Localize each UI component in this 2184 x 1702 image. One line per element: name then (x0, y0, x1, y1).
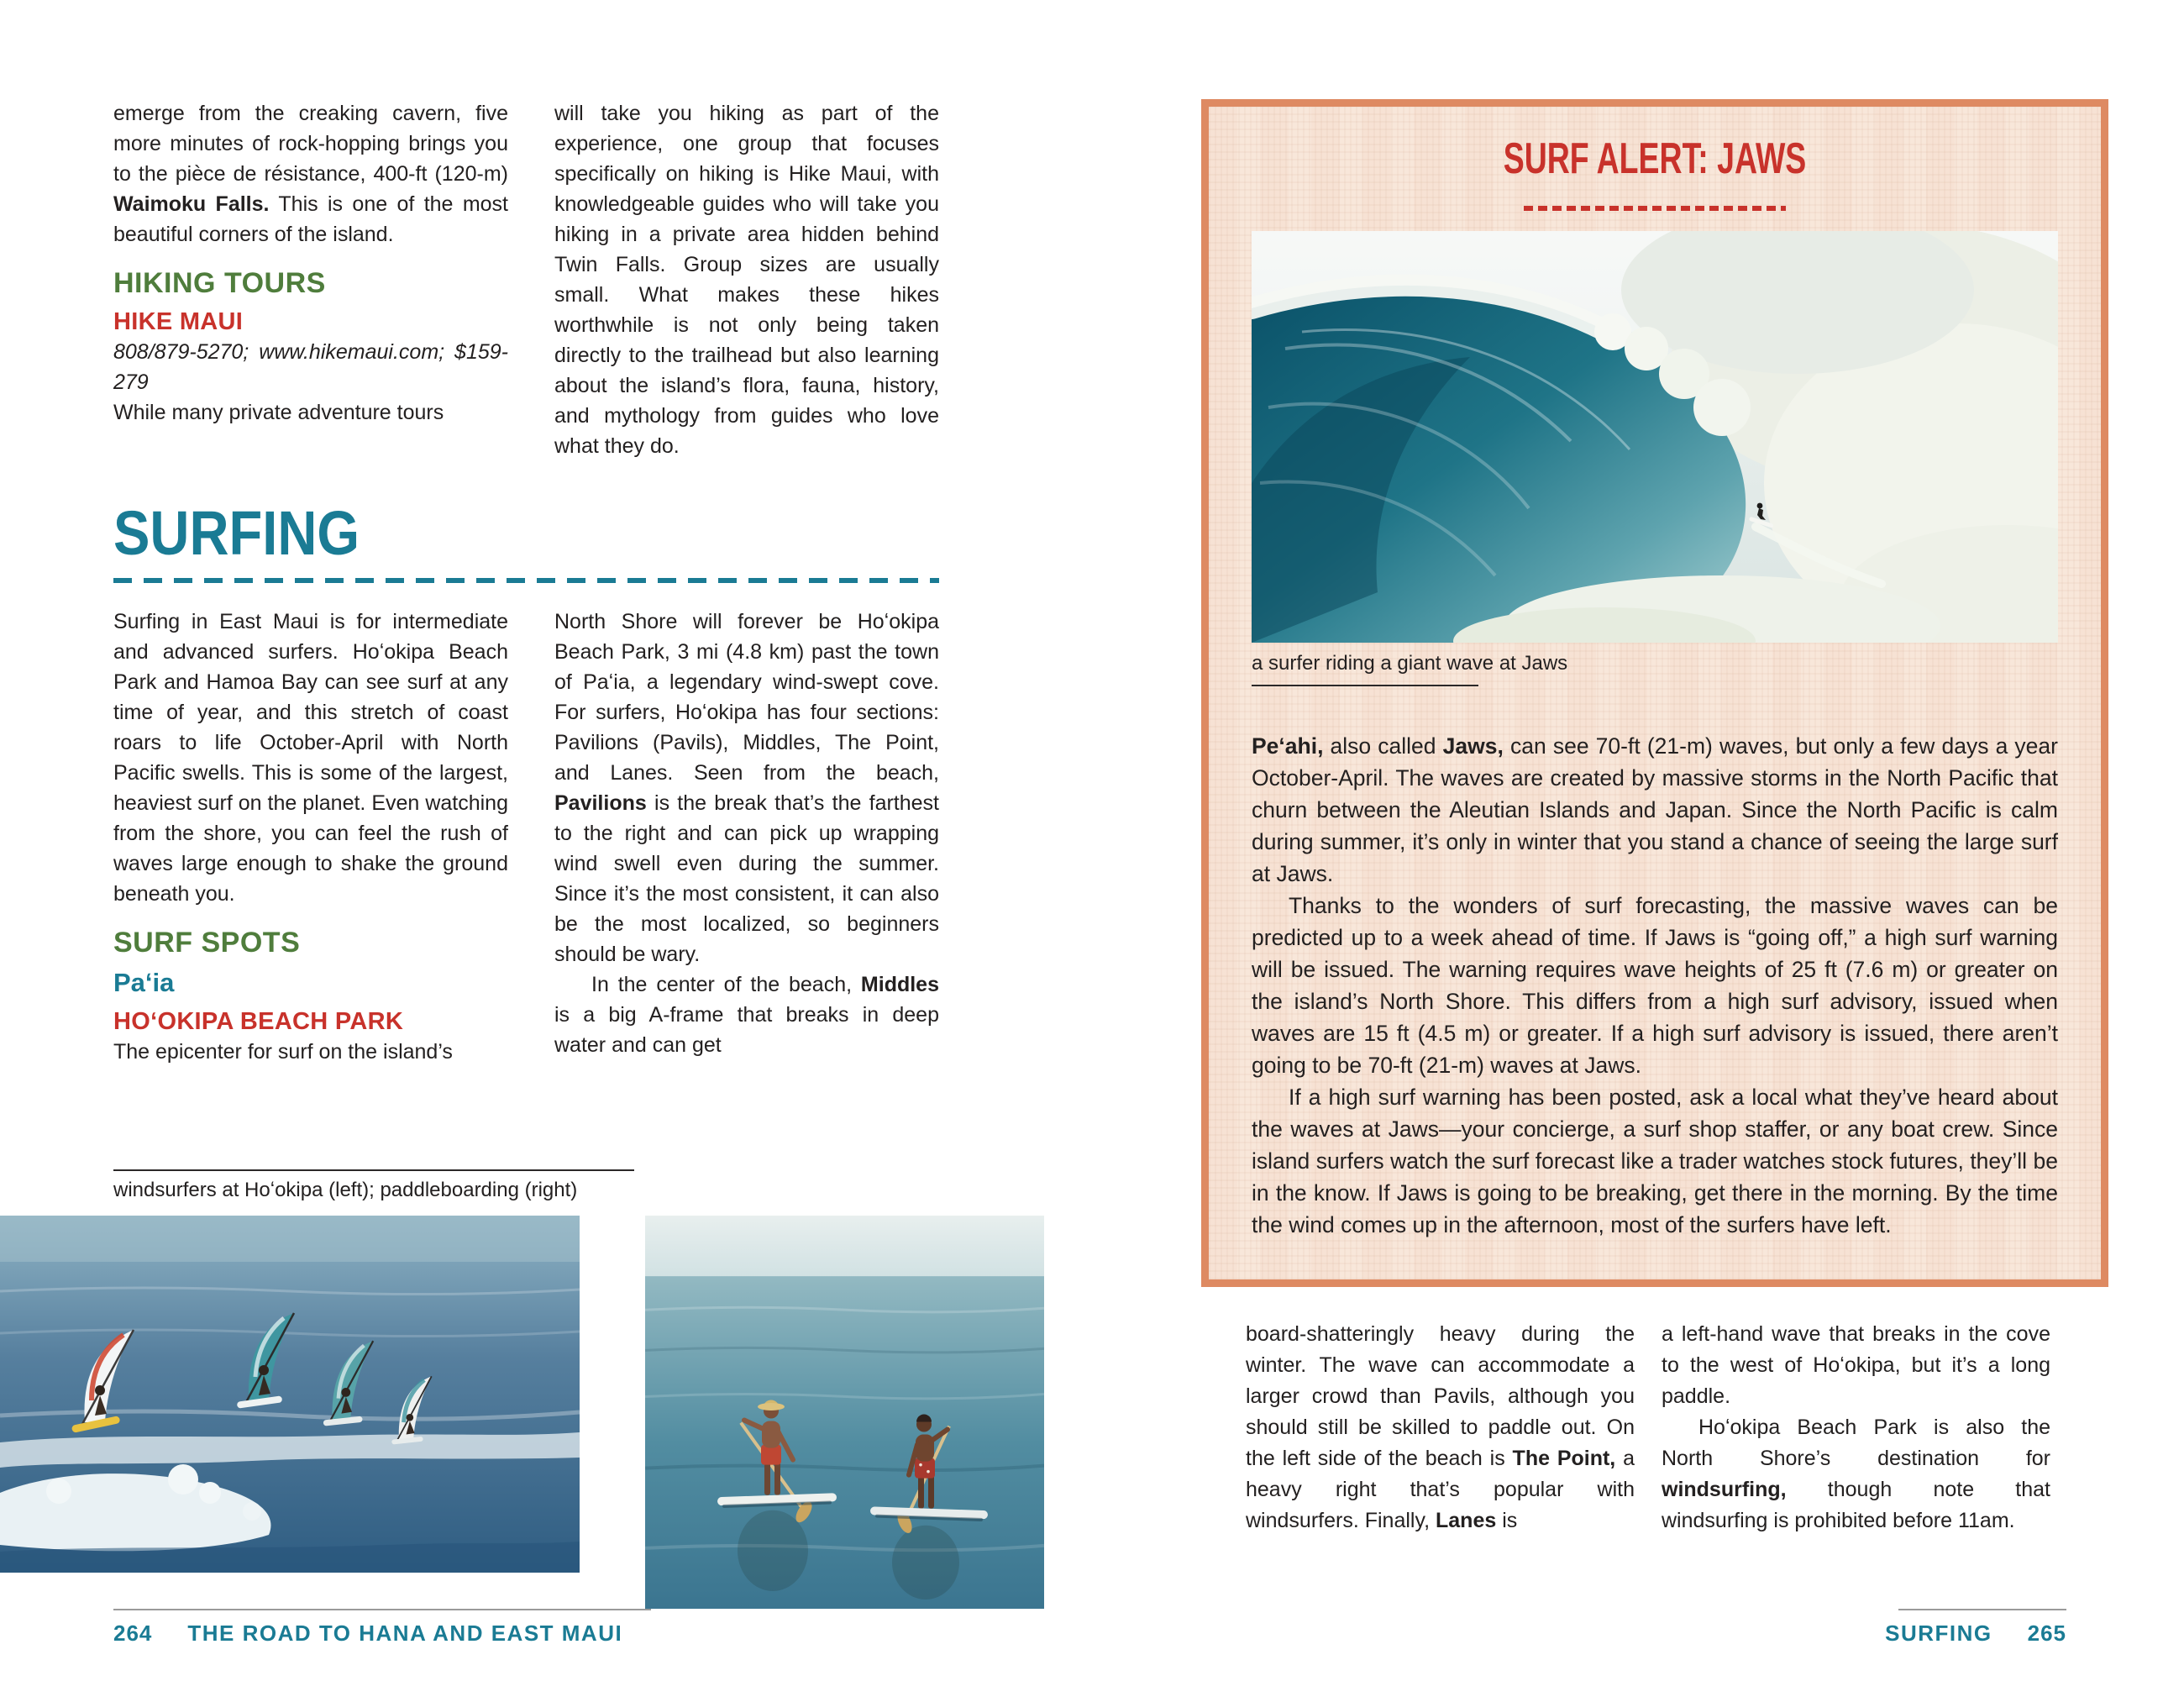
hike-maui-listing-name: HIKE MAUI (113, 308, 244, 335)
surf-alert-paragraph-2: Thanks to the wonders of surf forecasting, the massive waves can be predicted up to a week ahead of time. If Jaws is “going off,” a high surf warning will be issued. The warning requires wave heights of 25 ft (7.6 m) or greater on the island’s North Shore. This differs from a high surf advisory, issued when waves are 15 ft (4.5 m) or greater. If a high surf advisory is issued, there aren’t going to be 70-ft (21-m) waves at Jaws. (1252, 893, 2058, 1078)
right-column-1 (1246, 1319, 1635, 1537)
right-footer (1646, 1621, 2066, 1647)
surf-alert-paragraph-3: If a high surf warning has been posted, ask a local what they’ve heard about the waves at Jaws—your concierge, a surf shop staffer, or any boat crew. Since island surfers watch the surf forecast like a trader watches stock futures, they’ll be in the know. If Jaws is going to be breaking, get there in the morning. By the time the wind comes up in the afternoon, most of the surfers have left. (1252, 1085, 2058, 1237)
left-footer-rule (113, 1609, 651, 1610)
windsurfing-paragraph: Hoʻokipa Beach Park is also the North Shore’s destination for windsurfing, though note that windsurfing is prohibited before 11am. (1662, 1416, 2050, 1532)
surf-alert-box (1201, 99, 2108, 1287)
hike-maui-paragraph: While many private adventure tours (113, 401, 444, 424)
left-footer-chapter: THE ROAD TO HANA AND EAST MAUI (187, 1621, 623, 1646)
right-page (1092, 0, 2184, 1702)
hiking-continued-paragraph: will take you hiking as part of the experience, one group that focuses specifically on hiking is Hike Maui, with knowledgeable guides who will take you hiking in a private area hidden behind Twin Falls. Group sizes are usually small. What makes these hikes worthwhile is not only being taken directly to the trailhead but also learning about the island’s flora, fauna, history, and mythology from guides who love what they do. (554, 102, 939, 458)
hookipa-listing-name: HOʻOKIPA BEACH PARK (113, 1008, 404, 1035)
jaws-caption-rule (1252, 685, 1478, 686)
surfing-column-2 (554, 607, 939, 1060)
surf-alert-body (1252, 730, 2058, 1241)
right-footer-section: SURFING (1885, 1621, 1992, 1646)
right-column-2 (1662, 1319, 2050, 1537)
hike-maui-contact: 808/879-5270; www.hikemaui.com; $159-279 (113, 340, 508, 394)
pavilions-continued-paragraph: board-shatteringly heavy during the winter. The wave can accommodate a larger crowd than Pavils, although you should still be skilled to paddle out. On the left side of the beach is The Point, a heavy right that’s popular with windsurfers. Finally, Lanes is (1246, 1322, 1635, 1532)
right-footer-rule (1898, 1609, 2066, 1610)
photos-caption-rule (113, 1169, 634, 1171)
middles-paragraph: In the center of the beach, Middles is a big A-frame that breaks in deep water and can get (554, 973, 939, 1057)
left-column-2-top (554, 98, 939, 461)
surfing-intro-paragraph: Surfing in East Maui is for intermediate and advanced surfers. Hoʻokipa Beach Park and Hamoa Bay can see surf at any time of year, and this stretch of coast roars to life October-April with North Pacific swells. This is some of the largest, heaviest surf on the planet. Even watching from the shore, you can feel the rush of waves large enough to shake the ground beneath you. (113, 610, 508, 906)
lanes-paragraph: a left-hand wave that breaks in the cove to the west of Hoʻokipa, but it’s a long paddle. (1662, 1322, 2050, 1408)
windsurfers-photo (0, 1216, 580, 1573)
surf-spots-heading: SURF SPOTS (113, 927, 301, 959)
hookipa-paragraph: The epicenter for surf on the island’s (113, 1040, 453, 1064)
surfing-section-heading: SURFING (113, 498, 360, 568)
surfing-column-1 (113, 607, 508, 1067)
hookipa-continued-paragraph: North Shore will forever be Hoʻokipa Beach Park, 3 mi (4.8 km) past the town of Paʻia, a legendary wind-swept cove. For surfers, Hoʻokipa has four sections: Pavilions (Pavils), Middles, The Point, and Lanes. Seen from the beach, Pavilions is the break that’s the farthest to the right and can pick up wrapping wind swell even during the summer. Since it’s the most consistent, it can also be the most localized, so beginners should be wary. (554, 610, 939, 966)
photos-caption: windsurfers at Hoʻokipa (left); paddleboarding (right) (113, 1179, 578, 1201)
surf-alert-title: SURF ALERT: JAWS (1503, 134, 1807, 183)
left-footer (113, 1621, 622, 1647)
intro-paragraph: emerge from the creaking cavern, five more minutes of rock-hopping brings you to the pièce de résistance, 400-ft (120-m) Waimoku Falls. This is one of the most beautiful corners of the island. (113, 102, 508, 246)
surf-alert-paragraph-1: Peʻahi, also called Jaws, can see 70-ft (21-m) waves, but only a few days a year October-April. The waves are created by massive storms in the North Pacific that churn between the Aleutian Islands and Japan. Since the North Pacific is calm during summer, it’s only in winter that you stand a chance of seeing the large surf at Jaws. (1252, 733, 2058, 886)
hiking-tours-heading: HIKING TOURS (113, 267, 326, 299)
jaws-wave-photo (1252, 231, 2058, 643)
left-column-1-top (113, 98, 508, 428)
surf-alert-title-rule (1524, 206, 1786, 211)
paddleboarding-photo (645, 1216, 1044, 1609)
jaws-photo-caption: a surfer riding a giant wave at Jaws (1252, 652, 1568, 675)
left-page-number: 264 (113, 1621, 153, 1646)
paia-area-heading: Paʻia (113, 968, 175, 997)
surfing-section-rule (113, 578, 939, 583)
right-page-number: 265 (2027, 1621, 2066, 1646)
